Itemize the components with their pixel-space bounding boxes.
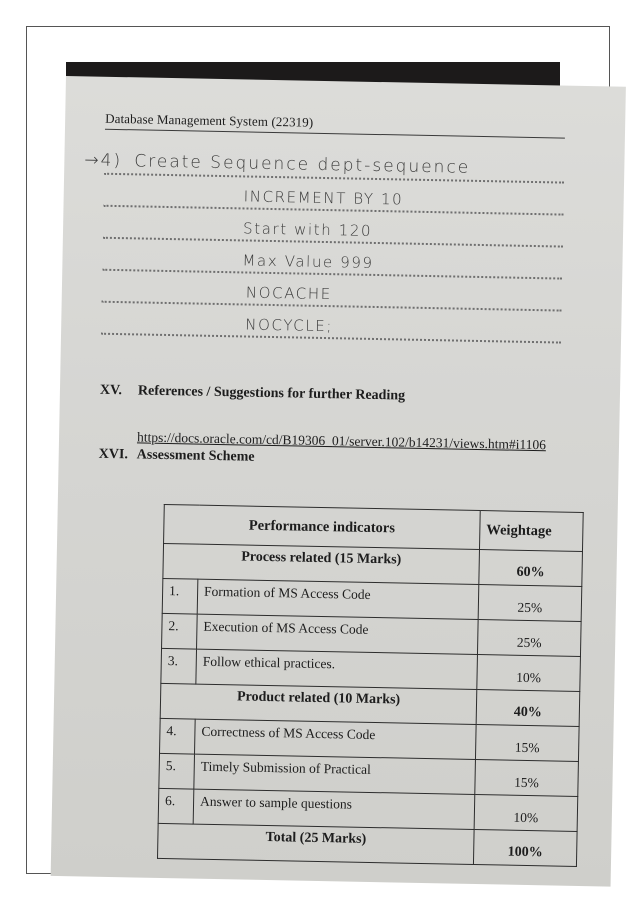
paper-sheet [51, 76, 626, 887]
section-title: References / Suggestions for further Reading [137, 383, 406, 404]
section-xvi-heading [99, 447, 255, 466]
assessment-table [157, 504, 584, 867]
reference-link[interactable]: https://docs.oracle.com/cd/B19306_01/server.102/b14231/views.htm#i1106 [136, 429, 547, 453]
group-weight: 40% [476, 689, 580, 726]
row-weight: 25% [478, 585, 582, 622]
handwritten-line: Create Sequence dept-sequence [134, 151, 471, 178]
handwritten-line: Max Value 999 [242, 251, 374, 272]
column-header-weightage: Weightage [479, 511, 583, 552]
row-number: 5. [159, 753, 195, 789]
header-rule [105, 129, 565, 139]
handwritten-marker: →4) [84, 150, 123, 172]
total-weight: 100% [473, 829, 577, 866]
handwritten-line: NOCACHE [245, 283, 332, 304]
row-indicator: Formation of MS Access Code [197, 579, 479, 619]
group-weight: 60% [479, 550, 583, 587]
row-indicator: Timely Submission of Practical [194, 754, 476, 794]
row-number: 6. [158, 788, 194, 824]
row-weight: 10% [477, 655, 581, 692]
column-header-indicators: Performance indicators [164, 504, 481, 549]
group-label: Process related (15 Marks) [163, 543, 480, 584]
total-label: Total (25 Marks) [157, 823, 474, 864]
row-weight: 10% [474, 794, 578, 831]
row-weight: 25% [477, 620, 581, 657]
group-label: Product related (10 Marks) [160, 683, 477, 724]
row-number: 1. [162, 578, 198, 614]
total-row [157, 823, 577, 866]
row-indicator: Follow ethical practices. [196, 649, 478, 689]
document-photo [66, 62, 560, 861]
section-title: Assessment Scheme [136, 447, 255, 465]
row-number: 3. [161, 648, 197, 684]
handwritten-line: Start with 120 [242, 219, 373, 240]
page-header: Database Management System (22319) [105, 110, 314, 130]
handwritten-line: NOCYCLE; [245, 315, 334, 336]
row-number: 2. [162, 613, 198, 649]
row-indicator: Execution of MS Access Code [197, 614, 479, 654]
section-xv-heading [100, 383, 405, 405]
row-indicator: Answer to sample questions [193, 789, 475, 829]
row-weight: 15% [475, 724, 579, 761]
row-indicator: Correctness of MS Access Code [195, 719, 477, 759]
handwritten-line: INCREMENT BY 10 [243, 187, 404, 209]
section-number: XV. [99, 382, 123, 399]
row-weight: 15% [475, 759, 579, 796]
section-number: XVI. [98, 446, 129, 463]
row-number: 4. [160, 718, 196, 754]
